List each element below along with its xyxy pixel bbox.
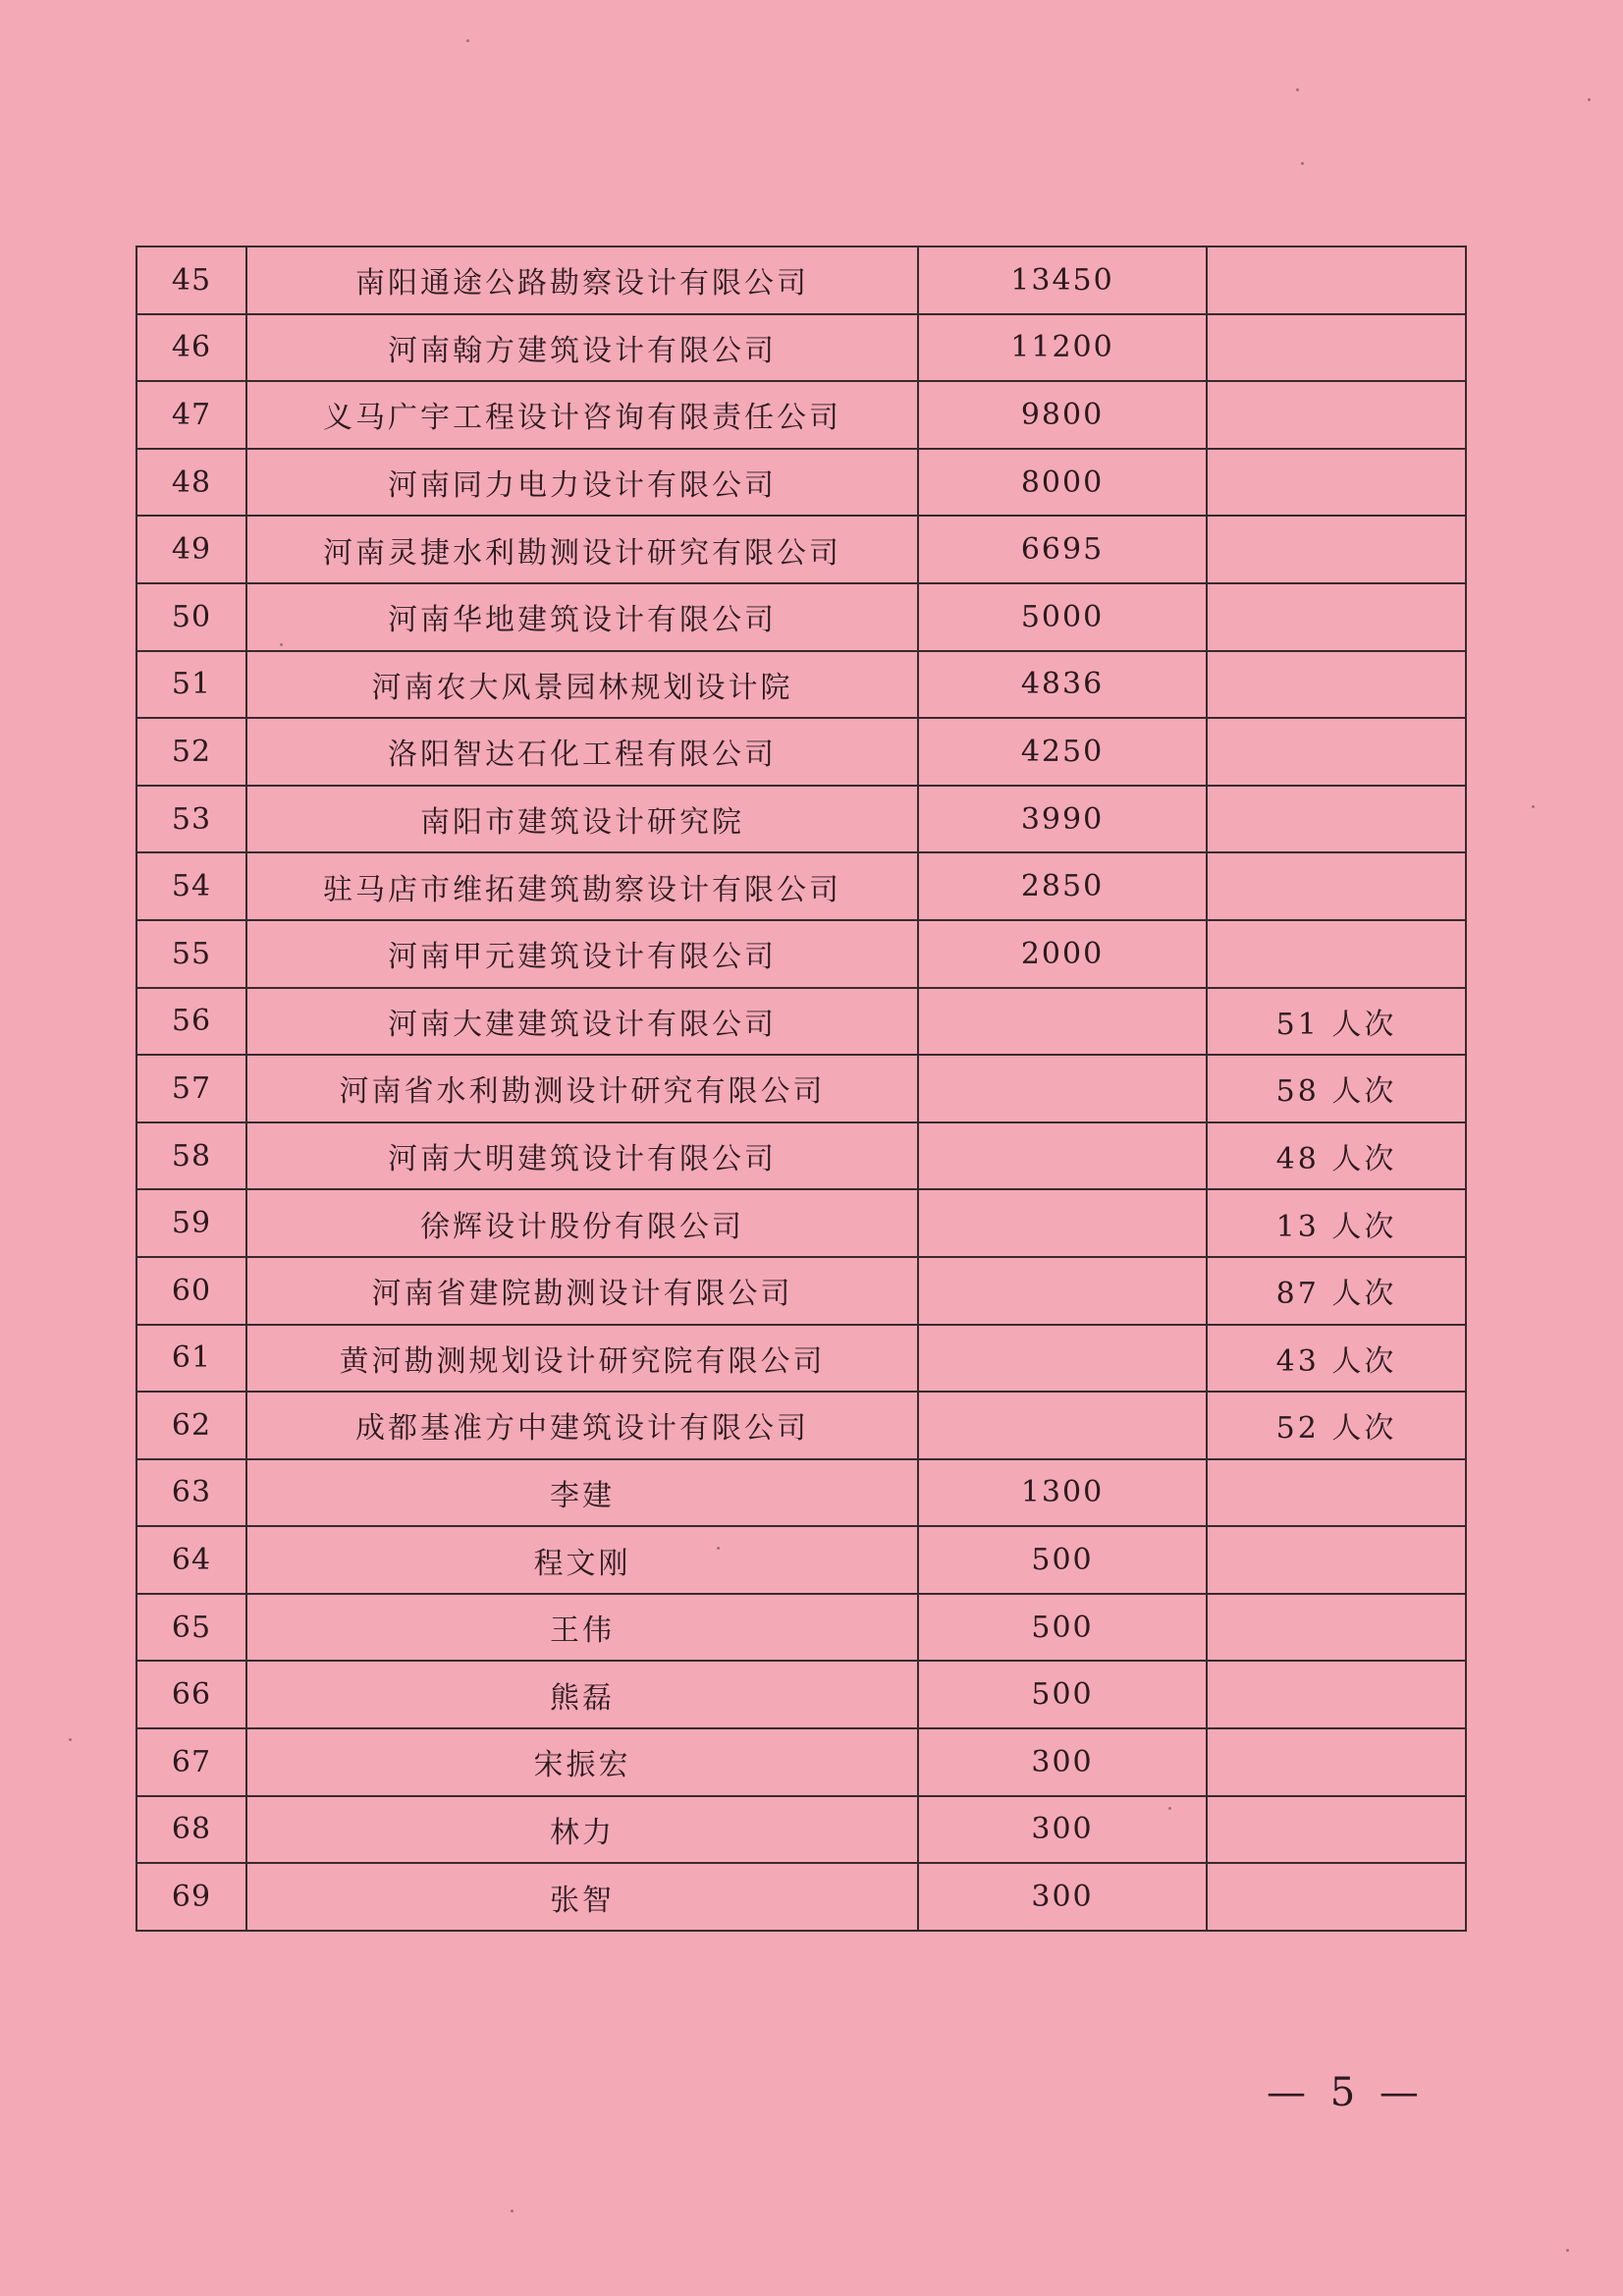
note-cell [1207,314,1466,382]
row-number-cell: 48 [136,449,246,517]
donor-name-cell: 林力 [246,1796,918,1864]
donor-name-cell: 河南灵捷水利勘测设计研究有限公司 [246,516,918,583]
scan-speck [1588,98,1591,101]
row-number-cell: 52 [136,718,246,786]
donor-name-cell: 河南翰方建筑设计有限公司 [246,314,918,382]
row-number-cell: 64 [136,1526,246,1594]
note-cell [1207,786,1466,853]
table-row [136,516,1466,583]
table-row [136,1055,1466,1122]
note-cell [1207,1594,1466,1662]
note-cell [1207,1863,1466,1931]
note-cell [1207,920,1466,988]
donor-name-cell: 程文刚 [246,1526,918,1594]
donor-name-cell: 成都基准方中建筑设计有限公司 [246,1392,918,1459]
table-row [136,718,1466,786]
donor-name-cell: 河南甲元建筑设计有限公司 [246,920,918,988]
row-number-cell: 53 [136,786,246,853]
table-row [136,449,1466,517]
amount-cell: 500 [918,1526,1207,1594]
donor-name-cell: 黄河勘测规划设计研究院有限公司 [246,1325,918,1393]
amount-cell: 13450 [918,246,1207,314]
note-cell [1207,718,1466,786]
scan-speck [69,1738,72,1741]
row-number-cell: 45 [136,246,246,314]
amount-cell: 4250 [918,718,1207,786]
table-row [136,988,1466,1056]
table-row [136,1863,1466,1931]
note-cell [1207,1728,1466,1796]
page-number: — 5 — [1267,2070,1425,2115]
donor-name-cell: 李建 [246,1459,918,1527]
row-number-cell: 67 [136,1728,246,1796]
amount-cell: 300 [918,1796,1207,1864]
donor-name-cell: 驻马店市维拓建筑勘察设计有限公司 [246,852,918,920]
table-row [136,1728,1466,1796]
note-cell: 48 人次 [1207,1122,1466,1190]
amount-cell [918,1189,1207,1257]
amount-cell: 500 [918,1594,1207,1662]
table-row [136,651,1466,719]
scan-speck [1296,88,1299,91]
note-cell [1207,516,1466,583]
amount-cell: 5000 [918,583,1207,651]
row-number-cell: 55 [136,920,246,988]
amount-cell [918,1257,1207,1325]
table-row [136,1392,1466,1459]
amount-cell [918,988,1207,1056]
row-number-cell: 60 [136,1257,246,1325]
note-cell [1207,852,1466,920]
donor-name-cell: 义马广宇工程设计咨询有限责任公司 [246,381,918,449]
row-number-cell: 62 [136,1392,246,1459]
amount-cell: 1300 [918,1459,1207,1527]
scan-speck [466,39,469,42]
row-number-cell: 65 [136,1594,246,1662]
table-row [136,1122,1466,1190]
amount-cell: 500 [918,1661,1207,1728]
row-number-cell: 46 [136,314,246,382]
note-cell [1207,1796,1466,1864]
donor-name-cell: 河南省水利勘测设计研究有限公司 [246,1055,918,1122]
row-number-cell: 59 [136,1189,246,1257]
donor-name-cell: 洛阳智达石化工程有限公司 [246,718,918,786]
scan-speck [717,1547,720,1550]
amount-cell: 6695 [918,516,1207,583]
row-number-cell: 50 [136,583,246,651]
row-number-cell: 56 [136,988,246,1056]
donor-name-cell: 河南大建建筑设计有限公司 [246,988,918,1056]
table-row [136,786,1466,853]
table-row [136,920,1466,988]
donor-name-cell: 徐辉设计股份有限公司 [246,1189,918,1257]
row-number-cell: 51 [136,651,246,719]
note-cell [1207,1526,1466,1594]
amount-cell [918,1055,1207,1122]
table-row [136,1526,1466,1594]
donor-name-cell: 南阳市建筑设计研究院 [246,786,918,853]
table-row [136,852,1466,920]
note-cell [1207,246,1466,314]
row-number-cell: 58 [136,1122,246,1190]
note-cell: 13 人次 [1207,1189,1466,1257]
row-number-cell: 69 [136,1863,246,1931]
table-row [136,246,1466,314]
amount-cell [918,1392,1207,1459]
table-row [136,1257,1466,1325]
table-row [136,381,1466,449]
row-number-cell: 61 [136,1325,246,1393]
donor-name-cell: 宋振宏 [246,1728,918,1796]
table-row [136,1661,1466,1728]
donor-name-cell: 河南同力电力设计有限公司 [246,449,918,517]
donor-name-cell: 河南大明建筑设计有限公司 [246,1122,918,1190]
table-row [136,314,1466,382]
row-number-cell: 68 [136,1796,246,1864]
note-cell [1207,381,1466,449]
scan-speck [1532,805,1535,808]
amount-cell: 300 [918,1728,1207,1796]
amount-cell: 3990 [918,786,1207,853]
note-cell [1207,651,1466,719]
note-cell: 52 人次 [1207,1392,1466,1459]
donor-name-cell: 南阳通途公路勘察设计有限公司 [246,246,918,314]
donor-name-cell: 河南农大风景园林规划设计院 [246,651,918,719]
amount-cell: 9800 [918,381,1207,449]
amount-cell: 2000 [918,920,1207,988]
note-cell: 43 人次 [1207,1325,1466,1393]
donor-name-cell: 河南省建院勘测设计有限公司 [246,1257,918,1325]
donor-name-cell: 河南华地建筑设计有限公司 [246,583,918,651]
amount-cell: 8000 [918,449,1207,517]
scan-speck [1168,1807,1171,1810]
scan-speck [1566,2249,1569,2252]
amount-cell [918,1325,1207,1393]
donor-name-cell: 王伟 [246,1594,918,1662]
note-cell [1207,1459,1466,1527]
table-row [136,1594,1466,1662]
amount-cell: 4836 [918,651,1207,719]
note-cell: 87 人次 [1207,1257,1466,1325]
row-number-cell: 54 [136,852,246,920]
amount-cell: 300 [918,1863,1207,1931]
donation-table-body [136,246,1466,1931]
note-cell [1207,1661,1466,1728]
scan-speck [280,643,283,646]
table-row [136,1796,1466,1864]
donor-name-cell: 张智 [246,1863,918,1931]
amount-cell [918,1122,1207,1190]
note-cell: 51 人次 [1207,988,1466,1056]
row-number-cell: 57 [136,1055,246,1122]
row-number-cell: 47 [136,381,246,449]
row-number-cell: 63 [136,1459,246,1527]
note-cell [1207,449,1466,517]
scan-speck [511,2210,514,2213]
table-row [136,1459,1466,1527]
donation-table [135,246,1467,1932]
scan-speck [1301,162,1304,165]
note-cell: 58 人次 [1207,1055,1466,1122]
amount-cell: 2850 [918,852,1207,920]
table-row [136,1325,1466,1393]
table-row [136,1189,1466,1257]
donor-name-cell: 熊磊 [246,1661,918,1728]
row-number-cell: 49 [136,516,246,583]
note-cell [1207,583,1466,651]
amount-cell: 11200 [918,314,1207,382]
table-row [136,583,1466,651]
row-number-cell: 66 [136,1661,246,1728]
